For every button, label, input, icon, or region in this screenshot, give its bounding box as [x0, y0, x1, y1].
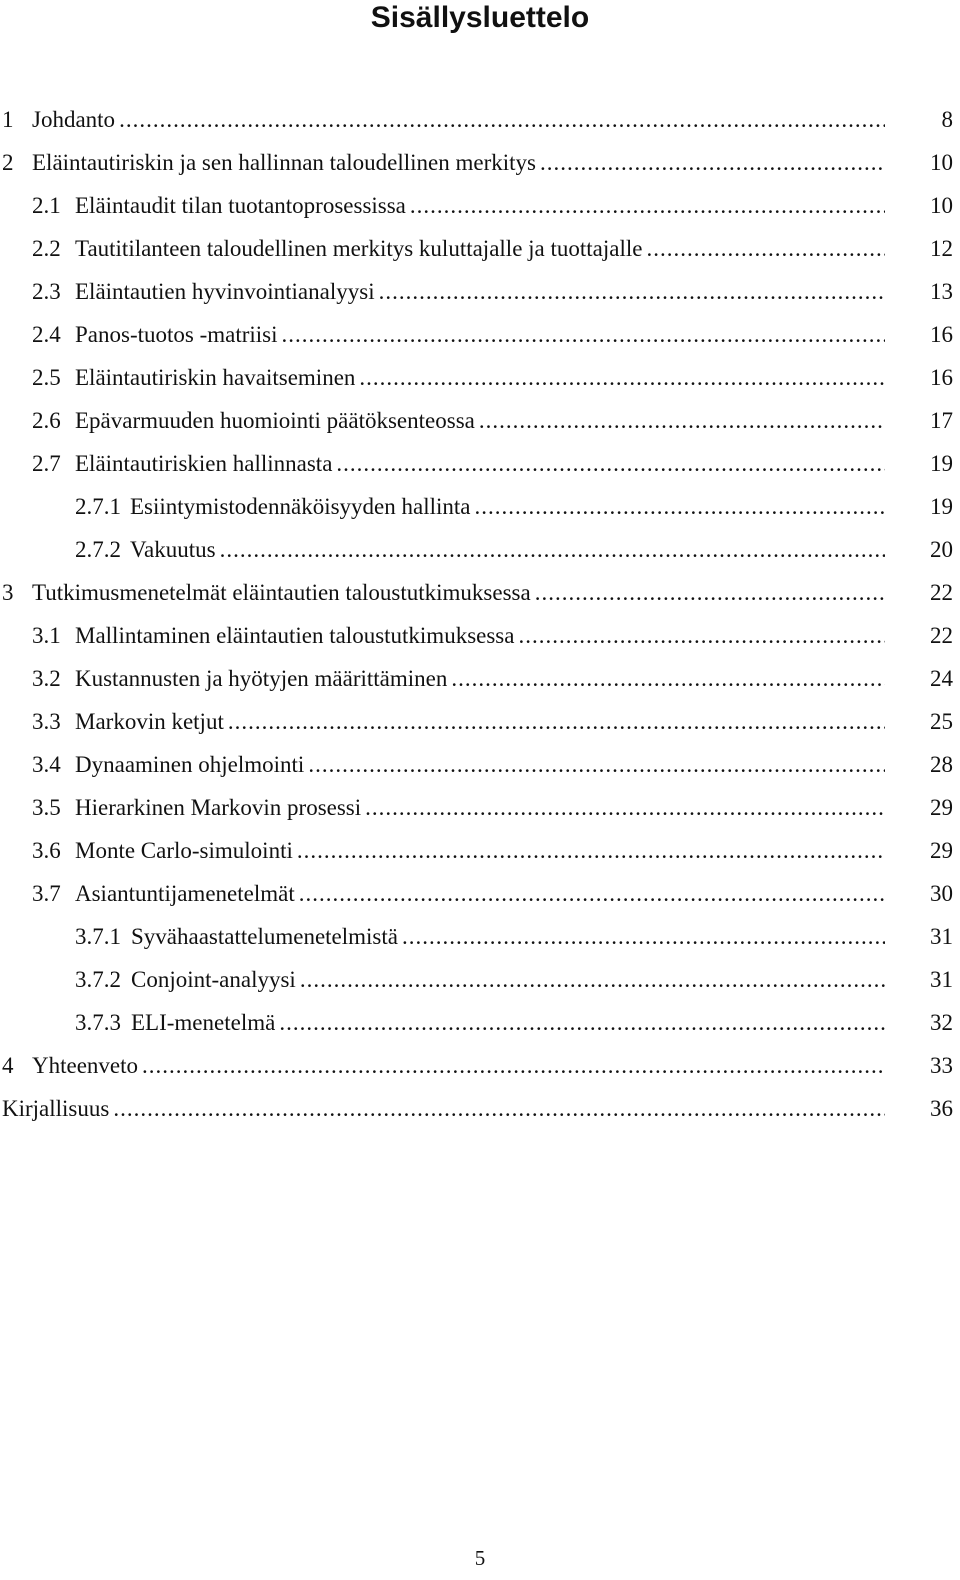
toc-entry-number: 1 [2, 107, 14, 132]
toc-dot-leader [402, 915, 885, 958]
toc-entry-number: 3 [2, 580, 14, 605]
toc-entry-page: 19 [930, 451, 953, 476]
toc-entry-text: Johdanto [32, 107, 116, 132]
toc-entry-page: 32 [930, 1010, 953, 1035]
toc-entry-page: 8 [941, 107, 953, 132]
toc-entry-page: 19 [930, 494, 953, 519]
toc-entry-title-area [32, 270, 885, 313]
toc-entry-page: 30 [930, 881, 953, 906]
toc-entry-title-area [32, 743, 885, 786]
toc-entry-title-area [2, 141, 885, 184]
toc-entry-number: 2.7 [32, 451, 61, 476]
toc-entry[interactable] [0, 700, 960, 743]
toc-entry-text: Kustannusten ja hyötyjen määrittäminen [75, 666, 448, 691]
toc-entry-text: Tutkimusmenetelmät eläintautien taloustutkimuksessa [32, 580, 531, 605]
toc-dot-leader [646, 227, 885, 270]
toc-entry-text: Kirjallisuus [2, 1096, 110, 1121]
toc-dot-leader [540, 141, 885, 184]
toc-entry[interactable] [0, 399, 960, 442]
toc-dot-leader [142, 1044, 885, 1087]
toc-entry-title-area [32, 614, 885, 657]
toc-entry[interactable] [0, 485, 960, 528]
table-of-contents [0, 98, 960, 1130]
toc-entry[interactable] [0, 958, 960, 1001]
toc-entry-page: 12 [930, 236, 953, 261]
toc-entry[interactable] [0, 829, 960, 872]
toc-dot-leader [535, 571, 885, 614]
toc-dot-leader [479, 399, 885, 442]
toc-entry-text: Eläintautiriskien hallinnasta [75, 451, 333, 476]
toc-entry-page: 24 [930, 666, 953, 691]
toc-entry-title-area [32, 700, 885, 743]
toc-entry-text: Eläintautiriskin ja sen hallinnan taloudellinen merkitys [32, 150, 536, 175]
toc-dot-leader [410, 184, 885, 227]
toc-entry-page: 20 [930, 537, 953, 562]
toc-entry-title-area [32, 227, 885, 270]
toc-dot-leader [475, 485, 886, 528]
toc-entry-title-area [32, 657, 885, 700]
toc-entry[interactable] [0, 657, 960, 700]
toc-entry-page: 22 [930, 580, 953, 605]
toc-entry-page: 36 [930, 1096, 953, 1121]
toc-entry[interactable] [0, 786, 960, 829]
toc-entry-number: 3.7.2 [75, 967, 121, 992]
toc-dot-leader [451, 657, 885, 700]
page-number: 5 [474, 1546, 486, 1570]
toc-entry-text: Monte Carlo-simulointi [75, 838, 293, 863]
toc-entry-text: Mallintaminen eläintautien taloustutkimuksessa [75, 623, 515, 648]
toc-entry-title-area [2, 1044, 885, 1087]
toc-entry-title-area [32, 442, 885, 485]
toc-entry-text: Vakuutus [130, 537, 216, 562]
toc-entry[interactable] [0, 141, 960, 184]
toc-dot-leader [220, 528, 885, 571]
toc-entry[interactable] [0, 872, 960, 915]
toc-dot-leader [308, 743, 885, 786]
toc-dot-leader [279, 1001, 885, 1044]
toc-entry-number: 3.7 [32, 881, 61, 906]
toc-entry[interactable] [0, 270, 960, 313]
toc-entry-text: Hierarkinen Markovin prosessi [75, 795, 362, 820]
toc-entry[interactable] [0, 1001, 960, 1044]
toc-entry-number: 2.1 [32, 193, 61, 218]
toc-entry-title-area [32, 872, 885, 915]
toc-entry-page: 10 [930, 193, 953, 218]
toc-entry-title-area [75, 528, 885, 571]
toc-entry[interactable] [0, 442, 960, 485]
toc-entry-title-area [75, 915, 885, 958]
toc-entry-page: 16 [930, 322, 953, 347]
toc-entry-number: 2.5 [32, 365, 61, 390]
toc-entry-number: 2.7.1 [75, 494, 121, 519]
toc-entry-text: Yhteenveto [32, 1053, 139, 1078]
toc-entry-page: 16 [930, 365, 953, 390]
toc-dot-leader [119, 98, 885, 141]
toc-entry-title-area [2, 1087, 885, 1130]
toc-entry[interactable] [0, 98, 960, 141]
toc-entry-title-area [32, 786, 885, 829]
toc-entry-number: 3.7.1 [75, 924, 121, 949]
toc-dot-leader [282, 313, 885, 356]
toc-entry-number: 2 [2, 150, 14, 175]
toc-entry[interactable] [0, 528, 960, 571]
toc-entry-number: 2.2 [32, 236, 61, 261]
toc-entry-text: Eläintaudit tilan tuotantoprosessissa [75, 193, 406, 218]
toc-entry-title-area [32, 829, 885, 872]
toc-entry-page: 31 [930, 967, 953, 992]
toc-entry-page: 29 [930, 838, 953, 863]
toc-entry-number: 2.6 [32, 408, 61, 433]
toc-dot-leader [336, 442, 885, 485]
toc-entry-page: 25 [930, 709, 953, 734]
toc-entry-page: 22 [930, 623, 953, 648]
toc-entry-page: 17 [930, 408, 953, 433]
toc-entry-text: Esiintymistodennäköisyyden hallinta [130, 494, 471, 519]
toc-dot-leader [359, 356, 885, 399]
toc-dot-leader [113, 1087, 885, 1130]
page-title: Sisällysluettelo [370, 1, 590, 34]
toc-entry-title-area [32, 313, 885, 356]
toc-entry-page: 31 [930, 924, 953, 949]
toc-entry-text: Dynaaminen ohjelmointi [75, 752, 305, 777]
toc-entry-page: 29 [930, 795, 953, 820]
toc-entry[interactable] [0, 356, 960, 399]
toc-entry-title-area [75, 1001, 885, 1044]
toc-entry-text: ELI-menetelmä [131, 1010, 276, 1035]
toc-dot-leader [379, 270, 885, 313]
toc-entry-text: Tautitilanteen taloudellinen merkitys kuluttajalle ja tuottajalle [75, 236, 643, 261]
toc-entry-text: Eläintautien hyvinvointianalyysi [75, 279, 375, 304]
toc-entry-number: 3.7.3 [75, 1010, 121, 1035]
toc-entry-number: 3.3 [32, 709, 61, 734]
toc-entry-page: 33 [930, 1053, 953, 1078]
toc-entry-number: 4 [2, 1053, 14, 1078]
toc-entry[interactable] [0, 227, 960, 270]
toc-dot-leader [365, 786, 885, 829]
toc-entry-title-area [75, 958, 885, 1001]
toc-entry[interactable] [0, 313, 960, 356]
toc-entry[interactable] [0, 1044, 960, 1087]
toc-entry-number: 2.3 [32, 279, 61, 304]
toc-entry-text: Asiantuntijamenetelmät [75, 881, 295, 906]
toc-entry[interactable] [0, 571, 960, 614]
toc-entry-number: 3.6 [32, 838, 61, 863]
toc-entry[interactable] [0, 614, 960, 657]
toc-entry[interactable] [0, 915, 960, 958]
toc-entry-title-area [32, 399, 885, 442]
toc-entry-title-area [75, 485, 885, 528]
toc-entry-page: 13 [930, 279, 953, 304]
toc-entry-title-area [2, 571, 885, 614]
toc-dot-leader [299, 872, 885, 915]
toc-entry-number: 3.4 [32, 752, 61, 777]
toc-entry[interactable] [0, 743, 960, 786]
toc-entry-text: Panos-tuotos -matriisi [75, 322, 278, 347]
toc-entry-title-area [32, 184, 885, 227]
toc-entry-text: Epävarmuuden huomiointi päätöksenteossa [75, 408, 475, 433]
toc-entry-text: Markovin ketjut [75, 709, 224, 734]
toc-entry-text: Eläintautiriskin havaitseminen [75, 365, 356, 390]
toc-entry-number: 3.1 [32, 623, 61, 648]
toc-dot-leader [228, 700, 885, 743]
toc-entry-text: Conjoint-analyysi [131, 967, 296, 992]
toc-entry-title-area [2, 98, 885, 141]
toc-entry-page: 28 [930, 752, 953, 777]
toc-entry[interactable] [0, 1087, 960, 1130]
toc-dot-leader [300, 958, 885, 1001]
toc-entry-page: 10 [930, 150, 953, 175]
toc-entry-number: 3.5 [32, 795, 61, 820]
toc-entry[interactable] [0, 184, 960, 227]
toc-entry-number: 2.4 [32, 322, 61, 347]
toc-dot-leader [297, 829, 885, 872]
toc-entry-number: 3.2 [32, 666, 61, 691]
toc-entry-title-area [32, 356, 885, 399]
toc-entry-text: Syvähaastattelumenetelmistä [131, 924, 398, 949]
toc-entry-number: 2.7.2 [75, 537, 121, 562]
toc-dot-leader [518, 614, 885, 657]
